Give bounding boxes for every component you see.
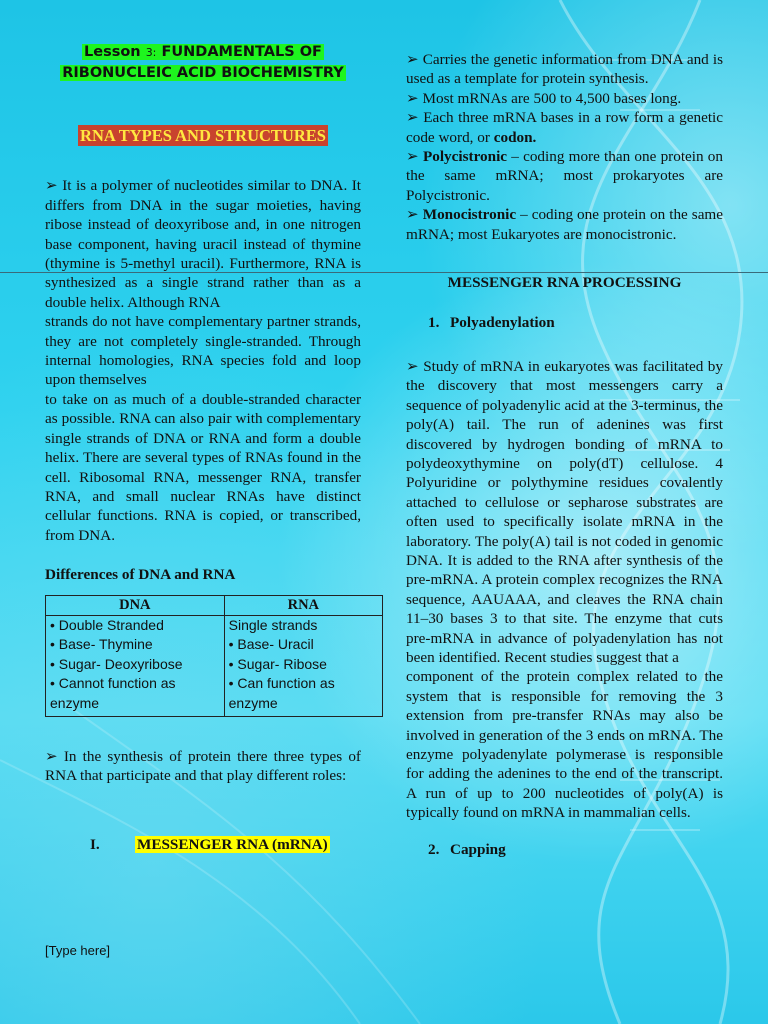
mrna-heading-number: I. <box>90 835 100 853</box>
polyadenylation-paragraph-2: component of the protein complex related to the system that is responsible for removing the 3 extension from pre-transfer RNAs may also be involved in generation of the 3 ends on mRNA. The enzyme polyadenylate polymerase is responsible for adding the adenines to the end of the transcript. A run of up to 200 nucleotides of poly(A) is typically found on mRNA in mammalian cells. <box>406 668 723 822</box>
bullet-4-bold: Polycistronic <box>422 148 508 166</box>
intro-paragraph-3: to take on as much of a double-stranded character as possible. RNA can also pair with complementary single strands of DNA or RNA and form a double helix. There are several types of RNAs found in the cell. Ribosomal RNA, messenger RNA, transfer RNA, and small nuclear RNAs have distinct cellular functions. RNA is copied, or transcribed, from DNA. <box>45 390 361 544</box>
dna-item: • Sugar- Deoxyribose <box>50 655 183 672</box>
left-column <box>45 42 361 854</box>
rna-item: Single strands <box>228 616 318 633</box>
table-header-rna: RNA <box>224 595 382 615</box>
mrna-bullet-2: ➢ Most mRNAs are 500 to 4,500 bases long. <box>406 89 682 107</box>
processing-heading: MESSENGER RNA PROCESSING <box>447 274 682 292</box>
intro-paragraph-1: ➢ It is a polymer of nucleotides similar to DNA. It differs from DNA in the sugar moieties, having ribose instead of deoxyribose and, in one nitrogen base component, having uracil instead of thymine (thymine is 5-methyl uracil). Furthermore, RNA is synthesized as a single strand rather than as a double helix. Although RNA <box>45 177 361 311</box>
bullet-5-bold: Monocistronic <box>422 206 517 224</box>
bullet-3-bold: codon. <box>493 128 537 146</box>
mrna-bullet-3 <box>406 108 723 147</box>
rna-item: • Can function as enzyme <box>228 675 335 711</box>
sub1-label: Polyadenylation <box>450 314 555 332</box>
lesson-title-text: FUNDAMENTALS OF RIBONUCLEIC ACID BIOCHEMISTRY <box>62 44 344 81</box>
synthesis-paragraph: ➢ In the synthesis of protein there three types of RNA that participate and that play different roles: <box>45 747 361 785</box>
dna-rna-table <box>45 595 383 717</box>
bullet-4-arrow: ➢ <box>406 148 423 166</box>
rna-item: • Base- Uracil <box>228 636 314 653</box>
intro-paragraph-2: strands do not have complementary partner strands, they are not completely single-stranded. Through internal homologies, RNA species fold and loop upon themselves <box>45 313 361 389</box>
capping-heading <box>428 840 723 859</box>
section-heading-text: RNA TYPES AND STRUCTURES <box>80 126 326 145</box>
dna-item: • Base- Thymine <box>50 636 153 653</box>
sub1-number: 1. <box>428 314 440 332</box>
bullet-5-text: – coding one protein on the same mRNA; most Eukaryotes are monocistronic. <box>406 206 723 243</box>
lesson-title <box>45 42 361 83</box>
rna-cell <box>224 615 382 716</box>
mrna-bullet-5 <box>406 205 723 244</box>
bullet-5-arrow: ➢ <box>406 206 423 224</box>
dna-item: • Double Stranded <box>50 616 164 633</box>
mrna-bullet-4 <box>406 147 723 205</box>
differences-heading: Differences of DNA and RNA <box>45 566 236 584</box>
bullet-4-text: – coding more than one protein on the same mRNA; most prokaryotes are Polycistronic. <box>406 148 723 204</box>
rna-item: • Sugar- Ribose <box>228 655 327 672</box>
section-heading <box>45 126 361 146</box>
polyadenylation-paragraph-1: ➢ Study of mRNA in eukaryotes was facilitated by the discovery that most messengers carry a sequence of polyadenylic acid at the 3-terminus, the poly(A) tail. The run of adenines was first discovered by hydrogen bonding of mRNA to polydeoxythymine on poly(dT) cellulose. 4 Polyuridine or polythymine residues covalently attached to cellulose or sepharose substrates are often used to specifically isolate mRNA in the laboratory. The poly(A) tail is not coded in genomic DNA. It is added to the RNA after synthesis of the pre-mRNA. A protein complex recognizes the RNA sequence, AAUAAA, and cleaves the RNA chain 11–30 bases 3 to that site. The enzyme that cuts pre-mRNA in advance of polyadenylation has not been identified. Recent studies suggest that a <box>406 357 723 666</box>
polyadenylation-heading <box>428 313 723 332</box>
mrna-bullet-1: ➢ Carries the genetic information from DNA and is used as a template for protein synthesis. <box>406 51 723 88</box>
dna-cell <box>46 615 225 716</box>
dna-item: • Cannot function as enzyme <box>50 675 176 711</box>
footer-placeholder[interactable]: [Type here] <box>45 943 111 958</box>
bullet-3-text: ➢ Each three mRNA bases in a row form a genetic code word, or <box>406 109 723 146</box>
sub2-number: 2. <box>428 840 440 858</box>
table-header-dna: DNA <box>46 595 225 615</box>
lesson-prefix: Lesson <box>84 44 146 60</box>
right-column <box>406 50 723 859</box>
lesson-number: 3: <box>145 46 157 59</box>
mrna-heading-label: MESSENGER RNA (mRNA) <box>137 835 328 853</box>
mrna-heading <box>45 835 361 854</box>
sub2-label: Capping <box>450 840 506 858</box>
